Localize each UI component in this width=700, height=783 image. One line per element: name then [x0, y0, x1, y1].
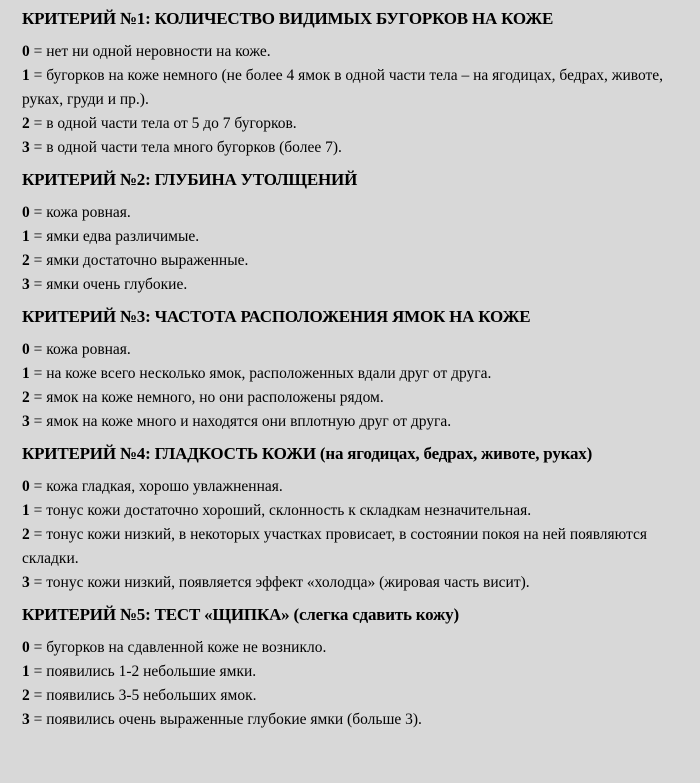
criterion-item: [22, 64, 678, 112]
criterion-item: [22, 362, 678, 386]
criterion-item: [22, 636, 678, 660]
item-score: 2: [22, 252, 30, 269]
item-score: 0: [22, 43, 30, 60]
criterion-item: [22, 571, 678, 595]
item-score: 3: [22, 711, 30, 728]
item-text: = тонус кожи низкий, в некоторых участках провисает, в состоянии покоя на ней появляются складки.: [22, 526, 648, 567]
item-text: = бугорков на коже немного (не более 4 ямок в одной части тела – на ягодицах, бедрах, животе, руках, груди и пр.).: [22, 67, 664, 108]
item-text: = появились 1-2 небольшие ямки.: [29, 663, 257, 680]
criterion-title: КРИТЕРИЙ №5: ТЕСТ «ЩИПКА» (слегка сдавить кожу): [22, 605, 459, 624]
criterion-item: [22, 684, 678, 708]
criterion-title: КРИТЕРИЙ №3: ЧАСТОТА РАСПОЛОЖЕНИЯ ЯМОК НА КОЖЕ: [22, 307, 531, 326]
item-score: 0: [22, 204, 30, 221]
item-score: 3: [22, 139, 30, 156]
item-text: = ямки достаточно выраженные.: [29, 252, 249, 269]
criterion-title: КРИТЕРИЙ №2: ГЛУБИНА УТОЛЩЕНИЙ: [22, 170, 358, 189]
item-text: = ямки едва различимые.: [29, 228, 200, 245]
item-text: = кожа гладкая, хорошо увлажненная.: [29, 478, 283, 495]
item-score: 1: [22, 228, 30, 245]
criterion-item: [22, 225, 678, 249]
criterion-item: [22, 410, 678, 434]
item-text: = появились 3-5 небольших ямок.: [29, 687, 257, 704]
item-text: = нет ни одной неровности на коже.: [29, 43, 271, 60]
item-score: 3: [22, 413, 30, 430]
criterion-item: [22, 708, 678, 732]
item-score: 2: [22, 687, 30, 704]
item-score: 0: [22, 341, 30, 358]
item-score: 2: [22, 115, 30, 132]
criterion-item: [22, 660, 678, 684]
item-text: = кожа ровная.: [29, 204, 131, 221]
criterion-5: [22, 603, 678, 732]
criterion-item: [22, 273, 678, 297]
criterion-4: [22, 442, 678, 595]
item-score: 1: [22, 663, 30, 680]
criterion-1: [22, 7, 678, 160]
item-text: = тонус кожи достаточно хороший, склонность к складкам незначительная.: [29, 502, 532, 519]
item-score: 3: [22, 276, 30, 293]
item-score: 1: [22, 502, 30, 519]
item-text: = кожа ровная.: [29, 341, 131, 358]
criterion-item: [22, 201, 678, 225]
criterion-title: КРИТЕРИЙ №1: КОЛИЧЕСТВО ВИДИМЫХ БУГОРКОВ НА КОЖЕ: [22, 9, 554, 28]
criterion-item: [22, 249, 678, 273]
item-text: = появились очень выраженные глубокие ямки (больше 3).: [29, 711, 422, 728]
item-text: = на коже всего несколько ямок, расположенных вдали друг от друга.: [29, 365, 492, 382]
item-text: = бугорков на сдавленной коже не возникло.: [29, 639, 327, 656]
criterion-item: [22, 386, 678, 410]
item-text: = тонус кожи низкий, появляется эффект «холодца» (жировая часть висит).: [29, 574, 530, 591]
criterion-item: [22, 40, 678, 64]
criterion-item: [22, 112, 678, 136]
criterion-item: [22, 523, 678, 571]
criterion-2: [22, 168, 678, 297]
item-text: = ямок на коже много и находятся они вплотную друг от друга.: [29, 413, 452, 430]
item-score: 2: [22, 389, 30, 406]
item-score: 1: [22, 365, 30, 382]
item-text: = ямок на коже немного, но они расположены рядом.: [29, 389, 384, 406]
item-score: 0: [22, 478, 30, 495]
criterion-title: КРИТЕРИЙ №4: ГЛАДКОСТЬ КОЖИ (на ягодицах, бедрах, животе, руках): [22, 444, 593, 463]
criterion-item: [22, 136, 678, 160]
item-text: = в одной части тела много бугорков (более 7).: [29, 139, 342, 156]
criterion-3: [22, 305, 678, 434]
item-score: 3: [22, 574, 30, 591]
item-text: = в одной части тела от 5 до 7 бугорков.: [29, 115, 297, 132]
criterion-item: [22, 475, 678, 499]
item-score: 0: [22, 639, 30, 656]
item-score: 1: [22, 67, 30, 84]
item-text: = ямки очень глубокие.: [29, 276, 188, 293]
item-score: 2: [22, 526, 30, 543]
criterion-item: [22, 338, 678, 362]
criterion-item: [22, 499, 678, 523]
